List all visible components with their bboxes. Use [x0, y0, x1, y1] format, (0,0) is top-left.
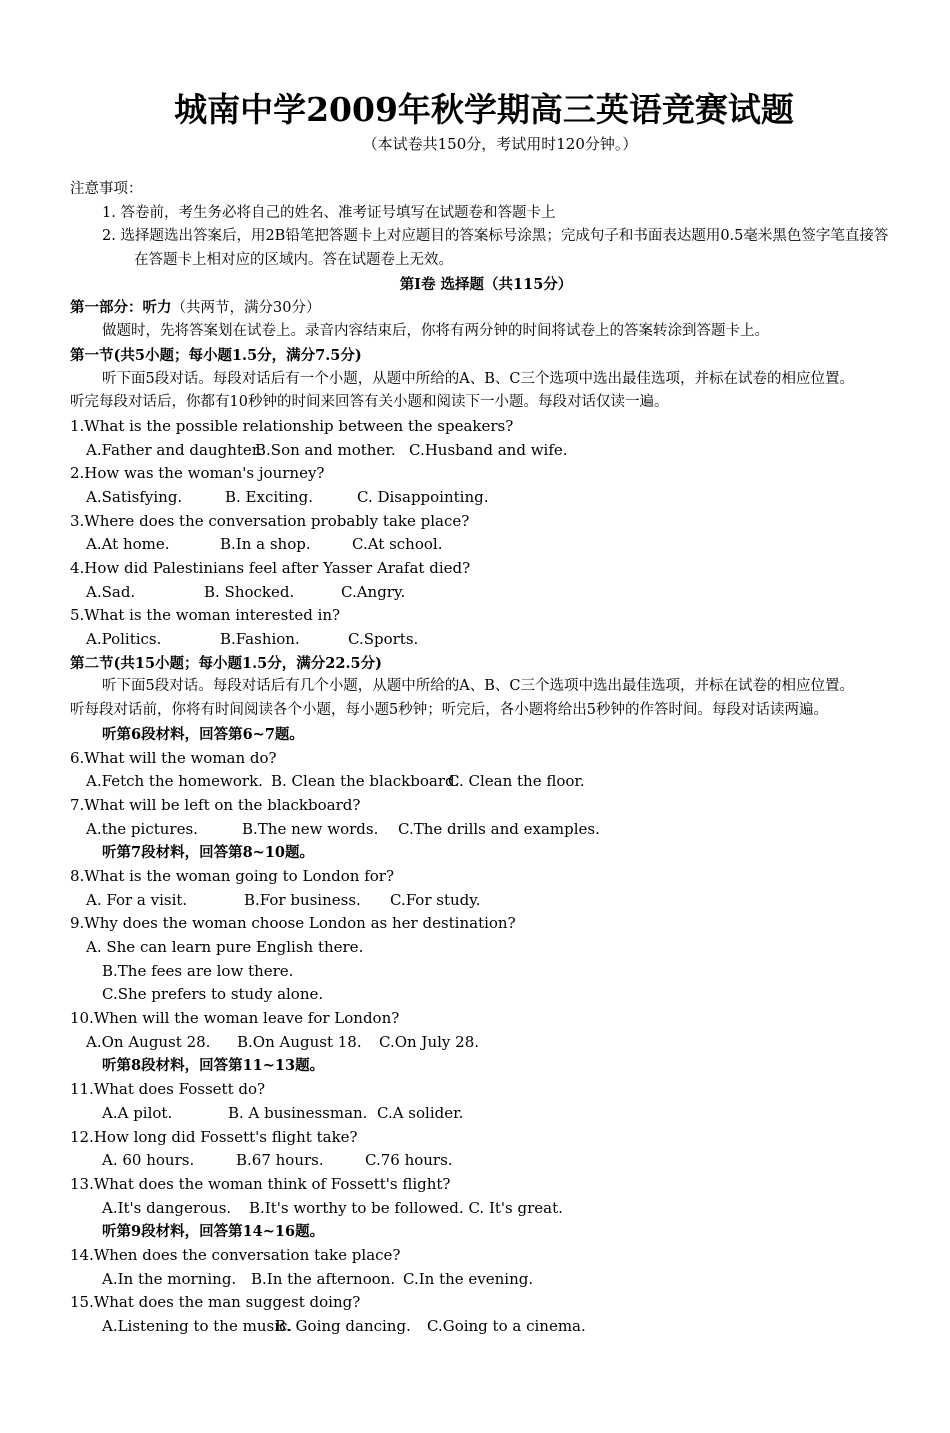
option-b: B. A businessman.	[228, 1103, 368, 1122]
question-3: 3.Where does the conversation probably take place?	[70, 511, 470, 530]
material-9-header: 听第9段材料，回答第14~16题。	[102, 1223, 325, 1241]
question-9-option-a: A. She can learn pure English there.	[86, 938, 364, 957]
question-11: 11.What does Fossett do?	[70, 1080, 266, 1099]
section2-instruction-line1: 听下面5段对话。每段对话后有几个小题，从题中所给的A、B、C三个选项中选出最佳选项，并标在试卷的相应位置。	[102, 678, 854, 695]
option-c: C.At school.	[352, 535, 443, 554]
option-c: C. It's great.	[468, 1198, 563, 1217]
section1-heading: 第一节(共5小题；每小题1.5分，满分7.5分)	[70, 346, 362, 364]
option-c: C.For study.	[390, 890, 481, 909]
question-4: 4.How did Palestinians feel after Yasser Arafat died?	[70, 559, 471, 578]
part1-instruction: 做题时，先将答案划在试卷上。录音内容结束后，你将有两分钟的时间将试卷上的答案转涂到答题卡上。	[102, 323, 769, 340]
option-b: B. Exciting.	[225, 487, 314, 506]
question-7-options	[70, 818, 902, 842]
volume1-heading: 第Ⅰ卷 选择题（共115分）	[399, 275, 573, 293]
question-5-options	[70, 628, 902, 652]
question-4-options	[70, 581, 902, 605]
option-a: A.the pictures.	[86, 819, 198, 838]
part1-heading-rest: （共两节，满分30分）	[171, 300, 321, 317]
option-c: C.Angry.	[341, 582, 406, 601]
question-1: 1.What is the possible relationship between the speakers?	[70, 416, 514, 435]
option-a: A.Sad.	[86, 582, 136, 601]
option-a: A.In the morning.	[102, 1269, 237, 1288]
option-b: B.It's worthy to be followed.	[249, 1198, 464, 1217]
section1-instruction-line2: 听完每段对话后，你都有10秒钟的时间来回答有关小题和阅读下一小题。每段对话仅读一遍。	[70, 394, 669, 411]
question-8-options	[70, 889, 902, 913]
question-5: 5.What is the woman interested in?	[70, 606, 341, 625]
question-10-options	[70, 1031, 902, 1055]
option-b: B.67 hours.	[236, 1151, 324, 1170]
material-6-header: 听第6段材料，回答第6~7题。	[102, 725, 304, 743]
section2-instruction-line2: 听每段对话前，你将有时间阅读各个小题，每小题5秒钟；听完后，各小题将给出5秒钟的作答时间。每段对话读两遍。	[70, 702, 828, 719]
option-b: B.The new words.	[242, 819, 379, 838]
option-a: A. For a visit.	[86, 890, 188, 909]
part1-heading	[70, 296, 902, 320]
question-15: 15.What does the man suggest doing?	[70, 1293, 361, 1312]
section2-heading: 第二节(共15小题；每小题1.5分，满分22.5分)	[70, 654, 382, 672]
question-3-options	[70, 533, 902, 557]
question-7: 7.What will be left on the blackboard?	[70, 795, 361, 814]
option-b: B. Shocked.	[204, 582, 295, 601]
question-9-option-c: C.She prefers to study alone.	[102, 985, 324, 1004]
question-9: 9.Why does the woman choose London as her destination?	[70, 914, 516, 933]
question-14-options	[70, 1268, 902, 1292]
option-a: A.It's dangerous.	[102, 1198, 232, 1217]
question-12: 12.How long did Fossett's flight take?	[70, 1127, 358, 1146]
option-c: C.76 hours.	[365, 1151, 453, 1170]
material-7-header: 听第7段材料，回答第8~10题。	[102, 844, 315, 862]
option-a: A.Father and daughter.	[86, 440, 263, 459]
option-a: A.Listening to the music.	[102, 1317, 293, 1336]
question-8: 8.What is the woman going to London for?	[70, 866, 394, 885]
question-13: 13.What does the woman think of Fossett's flight?	[70, 1174, 451, 1193]
question-13-options	[70, 1197, 902, 1221]
exam-subtitle: （本试卷共150分，考试用时120分钟。）	[362, 135, 638, 153]
question-6-options	[70, 770, 902, 794]
section1-instruction-line1: 听下面5段对话。每段对话后有一个小题，从题中所给的A、B、C三个选项中选出最佳选项，并标在试卷的相应位置。	[102, 370, 854, 387]
option-c: C.On July 28.	[379, 1032, 480, 1051]
option-b: B.In a shop.	[220, 535, 311, 554]
option-c: C.Husband and wife.	[409, 440, 568, 459]
option-a: A.Politics.	[86, 630, 162, 649]
option-a: A. 60 hours.	[102, 1151, 195, 1170]
note-item-1: 1. 答卷前，考生务必将自己的姓名、准考证号填写在试题卷和答题卡上	[102, 204, 556, 221]
option-b: B. Clean the blackboard.	[271, 772, 460, 791]
option-c: C.Going to a cinema.	[427, 1317, 586, 1336]
option-c: C.Sports.	[348, 630, 419, 649]
question-1-options	[70, 439, 902, 463]
question-15-options	[70, 1315, 902, 1339]
question-11-options	[70, 1102, 902, 1126]
option-b: B.In the afternoon.	[251, 1269, 396, 1288]
option-b: B.On August 18.	[237, 1032, 362, 1051]
material-8-header: 听第8段材料，回答第11~13题。	[102, 1057, 325, 1075]
question-14: 14.When does the conversation take place?	[70, 1245, 401, 1264]
option-a: A.Fetch the homework.	[86, 772, 263, 791]
option-c: C. Disappointing.	[357, 487, 489, 506]
question-2-options	[70, 486, 902, 510]
note-item-2: 2. 选择题选出答案后，用2B铅笔把答题卡上对应题目的答案标号涂黑；完成句子和书面表达题用0.5毫米黑色签字笔直接答在答题卡上相对应的区域内。答在试题卷上无效。	[102, 228, 889, 269]
exam-content	[70, 178, 902, 1339]
option-c: C.The drills and examples.	[398, 819, 600, 838]
question-10: 10.When will the woman leave for London?	[70, 1009, 400, 1028]
option-b: B. Going dancing.	[275, 1317, 411, 1336]
exam-title: 城南中学2009年秋学期高三英语竞赛试题	[174, 90, 794, 129]
notes-heading: 注意事项：	[70, 181, 143, 197]
option-c: C. Clean the floor.	[448, 772, 585, 791]
option-a: A.At home.	[86, 535, 170, 554]
question-9-option-b: B.The fees are low there.	[102, 961, 294, 980]
option-c: C.A solider.	[377, 1103, 464, 1122]
part1-heading-bold: 第一部分：听力	[70, 299, 172, 317]
option-a: A.A pilot.	[102, 1103, 173, 1122]
question-2: 2.How was the woman's journey?	[70, 464, 325, 483]
option-b: B.Fashion.	[220, 630, 300, 649]
option-c: C.In the evening.	[403, 1269, 534, 1288]
option-b: B.For business.	[244, 890, 361, 909]
option-a: A.On August 28.	[86, 1032, 211, 1051]
option-a: A.Satisfying.	[86, 487, 183, 506]
question-12-options	[70, 1149, 902, 1173]
question-6: 6.What will the woman do?	[70, 748, 277, 767]
option-b: B.Son and mother.	[255, 440, 396, 459]
